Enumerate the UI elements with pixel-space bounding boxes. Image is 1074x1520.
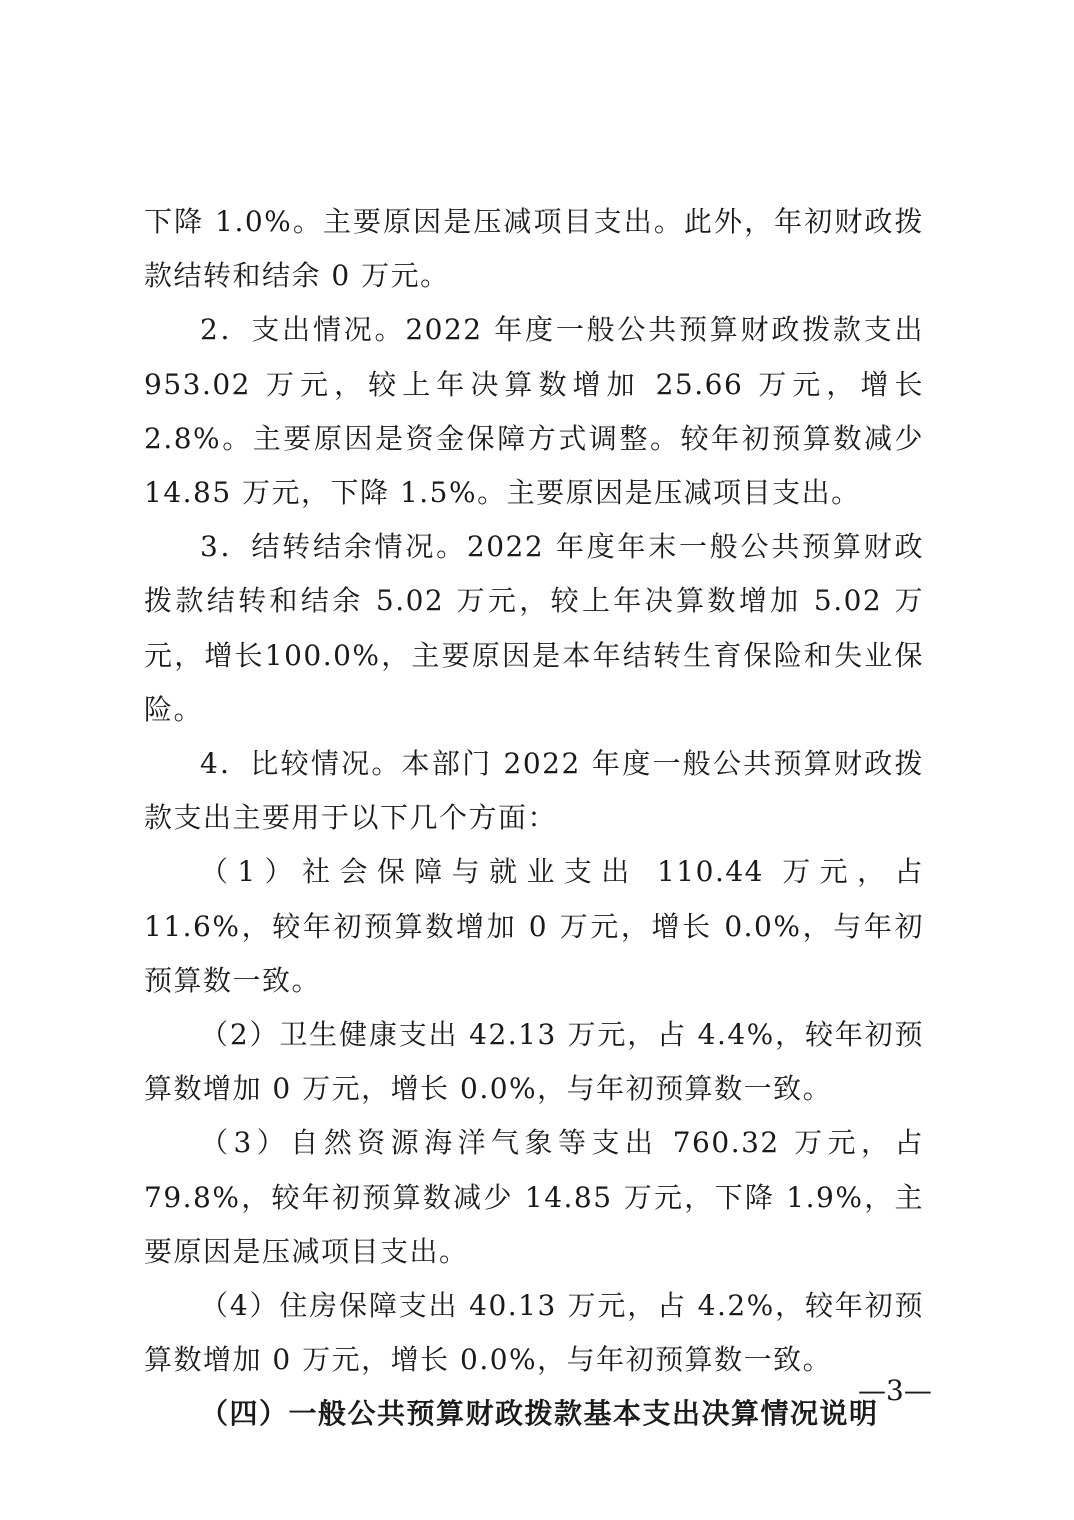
page-number: —3— [858,1374,932,1407]
paragraph-comparison: 4．比较情况。本部门 2022 年度一般公共预算财政拨款支出主要用于以下几个方面： [144,747,924,835]
paragraph-item-social-security: （1）社会保障与就业支出 110.44 万元，占 11.6%，较年初预算数增加 0 万元，增长 0.0%，与年初预算数一致。 [144,855,924,997]
paragraph-expenditure: 2．支出情况。2022 年度一般公共预算财政拨款支出953.02 万元，较上年决算数增加 25.66 万元，增长 2.8%。主要原因是资金保障方式调整。较年初预算数减少 14.85 万元，下降 1.5%。主要原因是压减项目支出。 [144,313,924,510]
paragraph-continuation: 下降 1.0%。主要原因是压减项目支出。此外，年初财政拨款结转和结余 0 万元。 [144,205,924,293]
paragraph-carryover: 3．结转结余情况。2022 年度年末一般公共预算财政拨款结转和结余 5.02 万元，较上年决算数增加 5.02 万元，增长100.0%，主要原因是本年结转生育保险和失业保险。 [144,530,924,726]
paragraph-item-natural-resources: （3）自然资源海洋气象等支出 760.32 万元，占 79.8%，较年初预算数减少 14.85 万元，下降 1.9%，主要原因是压减项目支出。 [144,1126,924,1268]
section-heading: （四）一般公共预算财政拨款基本支出决算情况说明 [200,1397,879,1431]
paragraph-item-health: （2）卫生健康支出 42.13 万元，占 4.4%，较年初预算数增加 0 万元，增长 0.0%，与年初预算数一致。 [144,1018,924,1106]
paragraph-item-housing: （4）住房保障支出 40.13 万元，占 4.2%，较年初预算数增加 0 万元，增长 0.0%，与年初预算数一致。 [144,1289,924,1377]
body-text [144,195,924,1442]
